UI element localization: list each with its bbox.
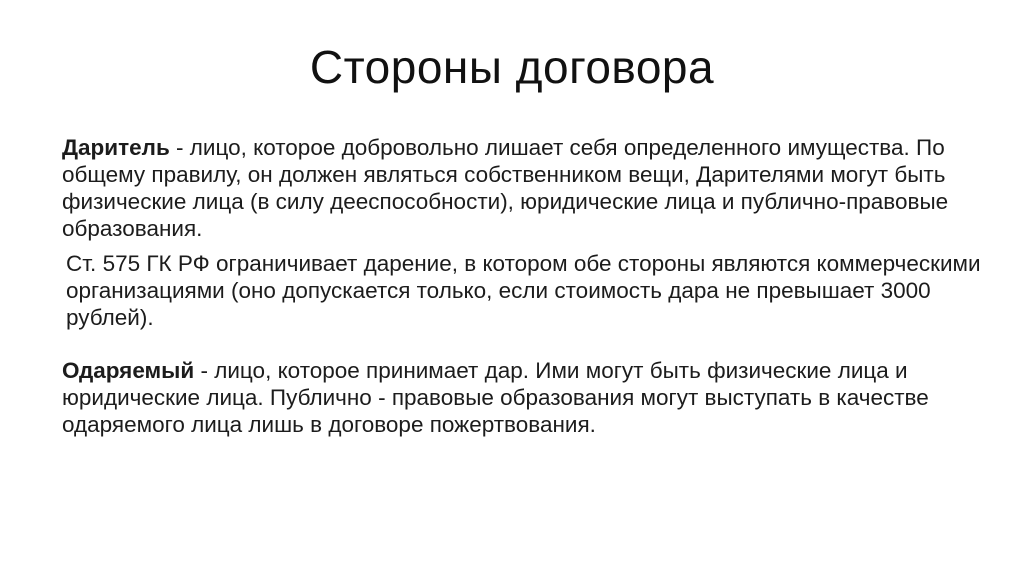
paragraph-article-575 bbox=[66, 250, 982, 331]
slide-body bbox=[62, 134, 982, 438]
paragraph-donee bbox=[62, 357, 982, 438]
paragraph-donor-text: - лицо, которое добровольно лишает себя определенного имущества. По общему правилу, он должен являться собственником вещи, Дарителями могут быть физические лица (в силу дееспособности), юридические лица и публично-правовые образования. bbox=[62, 135, 949, 241]
term-donor: Даритель bbox=[62, 135, 170, 160]
paragraph-donor bbox=[62, 134, 982, 242]
paragraph-donee-text: - лицо, которое принимает дар. Ими могут быть физические лица и юридические лица. Публично - правовые образования могут выступать в качестве одаряемого лица лишь в договоре пожертвования. bbox=[62, 358, 929, 437]
term-donee: Одаряемый bbox=[62, 358, 195, 383]
paragraph-article-575-text: Ст. 575 ГК РФ ограничивает дарение, в котором обе стороны являются коммерческими организациями (оно допускается только, если стоимость дара не превышает 3000 рублей). bbox=[66, 251, 981, 330]
slide-title: Стороны договора bbox=[309, 41, 715, 93]
